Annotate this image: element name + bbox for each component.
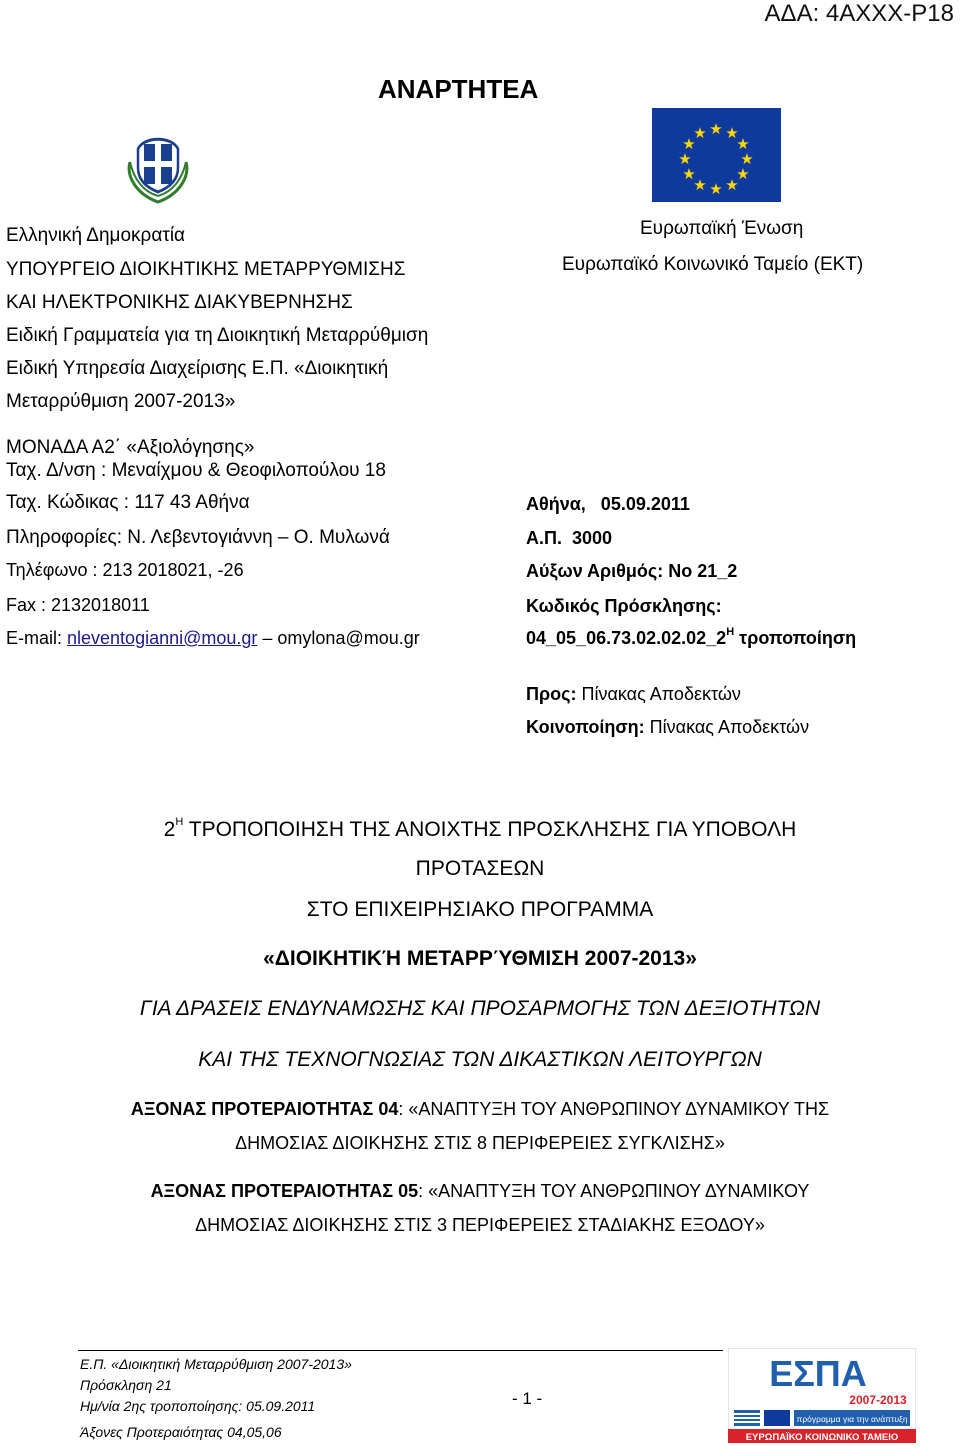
svg-text:★: ★	[709, 120, 723, 138]
axis-04-line-2: ΔΗΜΟΣΙΑΣ ΔΙΟΙΚΗΣΗΣ ΣΤΙΣ 8 ΠΕΡΙΦΕΡΕΙΕΣ ΣΥΓΚΛΙΣΗΣ»	[235, 1133, 725, 1153]
heading-line-6: ΚΑΙ ΤΗΣ ΤΕΧΝΟΓΝΩΣΙΑΣ ΤΩΝ ΔΙΚΑΣΤΙΚΩΝ ΛΕΙΤΟΥΡΓΩΝ	[198, 1048, 762, 1071]
fax: Fax : 2132018011	[6, 595, 150, 615]
svg-text:★: ★	[725, 124, 739, 142]
eu-line-1: Ευρωπαϊκή Ένωση	[640, 218, 804, 239]
info-contacts: Πληροφορίες: Ν. Λεβεντογιάννη – Ο. Μυλωνά	[6, 527, 390, 548]
svg-text:★: ★	[693, 176, 707, 194]
footer-line-1: Ε.Π. «Διοικητική Μεταρρύθμιση 2007-2013»	[80, 1356, 352, 1372]
sender-line: ΚΑΙ ΗΛΕΚΤΡΟΝΙΚΗΣ ΔΙΑΚΥΒΕΡΝΗΣΗΣ	[6, 292, 353, 313]
footer-line-4: Άξονες Προτεραιότητας 04,05,06	[80, 1424, 282, 1440]
espa-years: 2007-2013	[849, 1393, 907, 1407]
postcode: Ταχ. Κώδικας : 117 43 Αθήνα	[6, 492, 250, 513]
page-number: - 1 -	[512, 1389, 543, 1408]
svg-text:★: ★	[736, 135, 750, 153]
call-code: $04\_05\_06.73.02.02.02\_2^H$ τροποποίηση	[526, 626, 857, 648]
espa-tagline: πρόγραμμα για την ανάπτυξη	[796, 1414, 908, 1424]
heading-line-1: $2^H$ ΤΡΟΠΟΠΟΙΗΣΗ ΤΗΣ ΑΝΟΙΧΤΗΣ ΠΡΟΣΚΛΗΣΗΣ ΓΙΑ ΥΠΟΒΟΛΗ	[163, 816, 797, 841]
address: Ταχ. Δ/νση : Μεναίχμου & Θεοφιλοπούλου 18	[6, 460, 386, 481]
axis-04-line-1: ΑΞΟΝΑΣ ΠΡΟΤΕΡΑΙΟΤΗΤΑΣ 04: «ΑΝΑΠΤΥΞΗ ΤΟΥ ΑΝΘΡΩΠΙΝΟΥ ΔΥΝΑΜΙΚΟΥ ΤΗΣ	[130, 1099, 830, 1119]
svg-text:★: ★	[725, 176, 739, 194]
svg-text:★: ★	[693, 124, 707, 142]
sender-line: Ελληνική Δημοκρατία	[6, 225, 186, 246]
recipients-to: Προς: Πίνακας Αποδεκτών	[526, 684, 741, 704]
eu-line-2: Ευρωπαϊκό Κοινωνικό Ταμείο (ΕΚΤ)	[562, 254, 864, 275]
espa-fund: ΕΥΡΩΠΑΪΚΟ ΚΟΙΝΩΝΙΚΟ ΤΑΜΕΙΟ	[745, 1432, 899, 1443]
svg-text:★: ★	[740, 150, 754, 168]
eu-flag	[652, 108, 781, 202]
email-2: omylona@mou.gr	[277, 628, 420, 648]
svg-text:★: ★	[682, 135, 696, 153]
email-row	[6, 628, 420, 649]
email-separator: –	[257, 628, 278, 648]
phone: Τηλέφωνο : 213 2018021, -26	[6, 560, 244, 580]
espa-logo	[728, 1348, 916, 1443]
espa-logo-text: ΕΣΠΑ	[769, 1353, 867, 1394]
heading-line-5: ΓΙΑ ΔΡΑΣΕΙΣ ΕΝΔΥΝΑΜΩΣΗΣ ΚΑΙ ΠΡΟΣΑΡΜΟΓΗΣ ΤΩΝ ΔΕΞΙΟΤΗΤΩΝ	[139, 997, 821, 1020]
svg-text:★: ★	[736, 165, 750, 183]
recipients-cc: Κοινοποίηση: Πίνακας Αποδεκτών	[526, 717, 810, 737]
sender-line: Ειδική Γραμματεία για τη Διοικητική Μεταρρύθμιση	[6, 325, 429, 346]
greek-emblem	[122, 122, 194, 208]
axis-05-line-2: ΔΗΜΟΣΙΑΣ ΔΙΟΙΚΗΣΗΣ ΣΤΙΣ 3 ΠΕΡΙΦΕΡΕΙΕΣ ΣΤΑΔΙΑΚΗΣ ΕΞΟΔΟΥ»	[195, 1215, 765, 1235]
page-title: ΑΝΑΡΤΗΤΕΑ	[378, 74, 539, 104]
svg-text:★: ★	[709, 180, 723, 198]
sender-line: Ειδική Υπηρεσία Διαχείρισης Ε.Π. «Διοικητική	[6, 358, 389, 379]
ada-code: ΑΔΑ: 4ΑΧΧΧ-Ρ18	[764, 0, 954, 27]
footer-line-2: Πρόσκληση 21	[80, 1377, 172, 1393]
date: Αθήνα, 05.09.2011	[526, 494, 690, 514]
heading-line-4: «ΔΙΟΙΚΗΤΙΚΉ ΜΕΤΑΡΡΎΘΜΙΣΗ 2007-2013»	[263, 947, 697, 970]
axis-05-line-1: ΑΞΟΝΑΣ ΠΡΟΤΕΡΑΙΟΤΗΤΑΣ 05: «ΑΝΑΠΤΥΞΗ ΤΟΥ ΑΝΘΡΩΠΙΝΟΥ ΔΥΝΑΜΙΚΟΥ	[150, 1181, 810, 1201]
call-code-label: Κωδικός Πρόσκλησης:	[526, 596, 722, 616]
unit-name: ΜΟΝΑΔΑ Α2΄ «Αξιολόγησης»	[6, 437, 255, 458]
heading-line-3: ΣΤΟ ΕΠΙΧΕΙΡΗΣΙΑΚΟ ΠΡΟΓΡΑΜΜΑ	[306, 898, 654, 921]
footer-rule	[78, 1350, 723, 1351]
heading-line-2: ΠΡΟΤΑΣΕΩΝ	[415, 857, 545, 880]
email-link-1[interactable]: nleventogianni@mou.gr	[67, 628, 258, 648]
svg-text:★: ★	[682, 165, 696, 183]
svg-text:★: ★	[678, 150, 692, 168]
footer-line-3: Ημ/νία 2ης τροποποίησης: 05.09.2011	[80, 1398, 316, 1414]
sender-line: ΥΠΟΥΡΓΕΙΟ ΔΙΟΙΚΗΤΙΚΗΣ ΜΕΤΑΡΡΥΘΜΙΣΗΣ	[6, 259, 406, 280]
protocol-number: Α.Π. 3000	[526, 528, 613, 548]
email-label: E-mail:	[6, 628, 68, 648]
serial-number: Αύξων Αριθμός: Νο 21_2	[526, 561, 738, 581]
sender-line: Μεταρρύθμιση 2007-2013»	[6, 391, 236, 412]
